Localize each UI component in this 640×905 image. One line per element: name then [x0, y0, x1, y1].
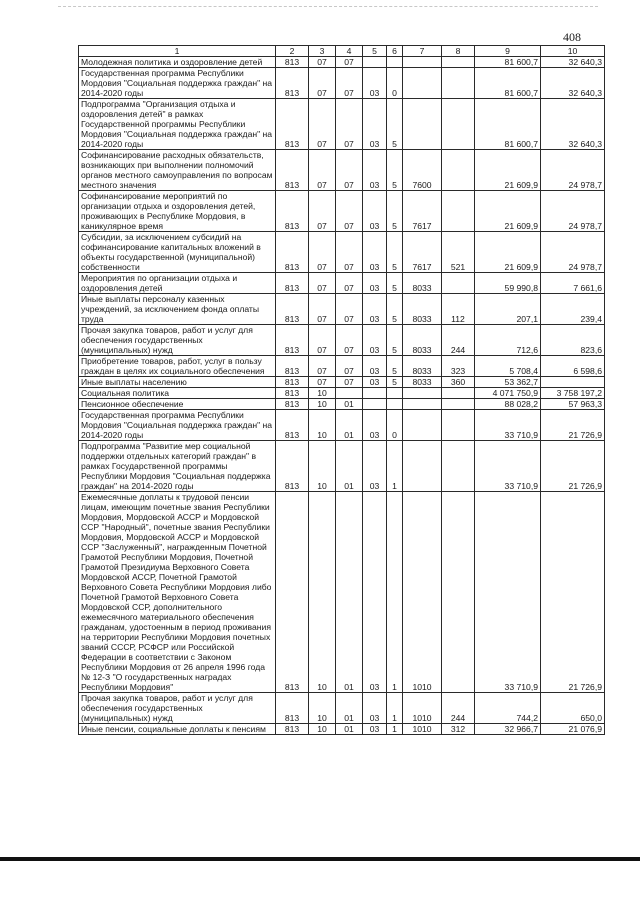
row-cell-c5: 03 — [363, 724, 387, 735]
col-header: 3 — [309, 46, 336, 57]
row-cell-c9: 21 609,9 — [475, 191, 541, 232]
row-cell-c10: 21 076,9 — [541, 724, 605, 735]
row-cell-c10: 21 726,9 — [541, 441, 605, 492]
row-cell-c6: 1 — [387, 492, 403, 693]
table-row — [79, 57, 605, 68]
row-cell-c5: 03 — [363, 232, 387, 273]
row-cell-c4: 01 — [336, 441, 363, 492]
col-header: 2 — [276, 46, 309, 57]
row-cell-c4: 07 — [336, 294, 363, 325]
row-cell-c7: 1010 — [403, 693, 442, 724]
row-cell-c5: 03 — [363, 294, 387, 325]
row-cell-c7: 1010 — [403, 492, 442, 693]
row-cell-c2: 813 — [276, 273, 309, 294]
row-cell-c3: 07 — [309, 294, 336, 325]
row-cell-c10: 21 726,9 — [541, 410, 605, 441]
row-cell-c2: 813 — [276, 492, 309, 693]
row-cell-c3: 10 — [309, 388, 336, 399]
row-name-cell: Подпрограмма "Организация отдыха и оздоровления детей" в рамках Государственной программы Республики Мордовия "Социальная поддержка граждан" на 2014-2020 годы — [79, 99, 276, 150]
budget-table — [78, 45, 605, 735]
row-cell-c2: 813 — [276, 325, 309, 356]
row-cell-c4: 07 — [336, 232, 363, 273]
row-cell-c4: 01 — [336, 724, 363, 735]
row-cell-c2: 813 — [276, 191, 309, 232]
row-cell-c6: 5 — [387, 325, 403, 356]
row-cell-c7 — [403, 57, 442, 68]
row-cell-c8 — [442, 441, 475, 492]
row-cell-c4 — [336, 388, 363, 399]
col-header: 6 — [387, 46, 403, 57]
row-cell-c6: 5 — [387, 232, 403, 273]
row-cell-c3: 10 — [309, 693, 336, 724]
row-cell-c2: 813 — [276, 294, 309, 325]
row-cell-c9: 5 708,4 — [475, 356, 541, 377]
row-cell-c3: 07 — [309, 325, 336, 356]
row-name-cell: Софинансирование расходных обязательств, возникающих при выполнении полномочий органов местного самоуправления по вопросам местного значения — [79, 150, 276, 191]
row-cell-c3: 07 — [309, 150, 336, 191]
row-cell-c5: 03 — [363, 410, 387, 441]
row-cell-c2: 813 — [276, 693, 309, 724]
row-cell-c8 — [442, 68, 475, 99]
row-cell-c3: 07 — [309, 377, 336, 388]
row-cell-c7 — [403, 388, 442, 399]
top-scan-line — [58, 6, 598, 7]
row-cell-c8 — [442, 399, 475, 410]
row-cell-c10: 650,0 — [541, 693, 605, 724]
row-cell-c10: 32 640,3 — [541, 57, 605, 68]
col-header: 4 — [336, 46, 363, 57]
table-row — [79, 294, 605, 325]
row-cell-c5 — [363, 388, 387, 399]
row-cell-c5: 03 — [363, 492, 387, 693]
row-cell-c3: 07 — [309, 68, 336, 99]
row-cell-c8 — [442, 388, 475, 399]
row-cell-c10: 32 640,3 — [541, 99, 605, 150]
row-cell-c10: 24 978,7 — [541, 150, 605, 191]
table-row — [79, 273, 605, 294]
row-cell-c10: 32 640,3 — [541, 68, 605, 99]
row-cell-c7: 8033 — [403, 273, 442, 294]
row-cell-c5: 03 — [363, 273, 387, 294]
row-name-cell: Молодежная политика и оздоровление детей — [79, 57, 276, 68]
col-header: 1 — [79, 46, 276, 57]
row-cell-c7: 7600 — [403, 150, 442, 191]
row-cell-c10: 24 978,7 — [541, 232, 605, 273]
row-cell-c2: 813 — [276, 388, 309, 399]
table-row — [79, 99, 605, 150]
row-cell-c8: 521 — [442, 232, 475, 273]
row-cell-c6: 5 — [387, 191, 403, 232]
row-cell-c6: 5 — [387, 294, 403, 325]
row-cell-c7 — [403, 399, 442, 410]
table-row — [79, 377, 605, 388]
table-row — [79, 441, 605, 492]
row-cell-c3: 07 — [309, 99, 336, 150]
row-cell-c10: 239,4 — [541, 294, 605, 325]
row-cell-c7: 7617 — [403, 232, 442, 273]
row-cell-c8 — [442, 273, 475, 294]
row-cell-c7 — [403, 99, 442, 150]
row-cell-c7 — [403, 441, 442, 492]
row-cell-c7: 8033 — [403, 325, 442, 356]
row-cell-c4: 01 — [336, 399, 363, 410]
row-cell-c7 — [403, 410, 442, 441]
row-cell-c10: 24 978,7 — [541, 191, 605, 232]
row-cell-c5: 03 — [363, 191, 387, 232]
row-cell-c5 — [363, 57, 387, 68]
bottom-scan-bar — [0, 857, 640, 861]
row-cell-c2: 813 — [276, 724, 309, 735]
row-cell-c5: 03 — [363, 150, 387, 191]
row-cell-c4: 07 — [336, 273, 363, 294]
row-cell-c9: 207,1 — [475, 294, 541, 325]
row-name-cell: Иные выплаты персоналу казенных учреждений, за исключением фонда оплаты труда — [79, 294, 276, 325]
row-cell-c2: 813 — [276, 57, 309, 68]
table-row — [79, 68, 605, 99]
row-cell-c9: 712,6 — [475, 325, 541, 356]
row-cell-c6 — [387, 399, 403, 410]
row-cell-c3: 10 — [309, 441, 336, 492]
row-cell-c7 — [403, 68, 442, 99]
row-name-cell: Мероприятия по организации отдыха и оздоровления детей — [79, 273, 276, 294]
row-cell-c4: 07 — [336, 356, 363, 377]
row-cell-c6: 5 — [387, 150, 403, 191]
col-header: 8 — [442, 46, 475, 57]
row-cell-c3: 07 — [309, 57, 336, 68]
row-cell-c8 — [442, 150, 475, 191]
row-cell-c2: 813 — [276, 377, 309, 388]
row-name-cell: Социальная политика — [79, 388, 276, 399]
row-name-cell: Подпрограмма "Развитие мер социальной поддержки отдельных категорий граждан" в рамках Государственной программы Республики Мордовия "Социальная поддержка граждан" на 2014-2020 годы — [79, 441, 276, 492]
row-cell-c6: 1 — [387, 693, 403, 724]
row-cell-c8 — [442, 492, 475, 693]
row-cell-c10: 6 598,6 — [541, 356, 605, 377]
row-cell-c9: 53 362,7 — [475, 377, 541, 388]
row-cell-c10: 57 963,3 — [541, 399, 605, 410]
row-cell-c9: 33 710,9 — [475, 441, 541, 492]
row-cell-c5: 03 — [363, 441, 387, 492]
table-row — [79, 399, 605, 410]
row-cell-c3: 10 — [309, 410, 336, 441]
row-cell-c9: 81 600,7 — [475, 57, 541, 68]
row-cell-c2: 813 — [276, 99, 309, 150]
row-cell-c10: 3 758 197,2 — [541, 388, 605, 399]
col-header: 7 — [403, 46, 442, 57]
row-cell-c7: 8033 — [403, 356, 442, 377]
row-cell-c9: 744,2 — [475, 693, 541, 724]
row-cell-c6: 5 — [387, 99, 403, 150]
table-row — [79, 325, 605, 356]
row-cell-c2: 813 — [276, 68, 309, 99]
row-cell-c9: 21 609,9 — [475, 232, 541, 273]
row-cell-c5 — [363, 399, 387, 410]
row-cell-c8: 312 — [442, 724, 475, 735]
row-cell-c9: 33 710,9 — [475, 492, 541, 693]
row-name-cell: Прочая закупка товаров, работ и услуг для обеспечения государственных (муниципальных) нужд — [79, 693, 276, 724]
row-cell-c6: 0 — [387, 410, 403, 441]
row-name-cell: Государственная программа Республики Мордовия "Социальная поддержка граждан" на 2014-2020 годы — [79, 410, 276, 441]
row-name-cell: Пенсионное обеспечение — [79, 399, 276, 410]
col-header: 5 — [363, 46, 387, 57]
row-cell-c6 — [387, 388, 403, 399]
row-cell-c5: 03 — [363, 99, 387, 150]
row-cell-c10: 21 726,9 — [541, 492, 605, 693]
table-row — [79, 388, 605, 399]
row-cell-c8: 244 — [442, 325, 475, 356]
row-cell-c9: 32 966,7 — [475, 724, 541, 735]
row-name-cell: Государственная программа Республики Мордовия "Социальная поддержка граждан" на 2014-2020 годы — [79, 68, 276, 99]
row-cell-c8: 360 — [442, 377, 475, 388]
row-cell-c5: 03 — [363, 693, 387, 724]
row-cell-c9: 33 710,9 — [475, 410, 541, 441]
row-cell-c4: 07 — [336, 57, 363, 68]
row-cell-c4: 01 — [336, 410, 363, 441]
row-cell-c4: 07 — [336, 191, 363, 232]
col-header: 9 — [475, 46, 541, 57]
row-cell-c2: 813 — [276, 441, 309, 492]
row-cell-c10: 823,6 — [541, 325, 605, 356]
row-cell-c4: 07 — [336, 99, 363, 150]
row-cell-c8: 323 — [442, 356, 475, 377]
row-cell-c9: 4 071 750,9 — [475, 388, 541, 399]
row-name-cell: Иные выплаты населению — [79, 377, 276, 388]
row-cell-c2: 813 — [276, 232, 309, 273]
row-cell-c10 — [541, 377, 605, 388]
row-cell-c7: 1010 — [403, 724, 442, 735]
row-cell-c6: 5 — [387, 356, 403, 377]
row-cell-c7: 7617 — [403, 191, 442, 232]
row-cell-c3: 07 — [309, 273, 336, 294]
row-name-cell: Приобретение товаров, работ, услуг в пользу граждан в целях их социального обеспечения — [79, 356, 276, 377]
row-cell-c6: 1 — [387, 441, 403, 492]
table-row — [79, 232, 605, 273]
row-name-cell: Ежемесячные доплаты к трудовой пенсии лицам, имеющим почетные звания Республики Мордовия, Мордовской АССР и Мордовской ССР "Народный", почетные звания Республики Мордовия, Мордовской АССР и Мордовской ССР "Заслуженный", награжденным Почетной Грамотой Республики Мордовия, Почетной Грамотой Президиума Верховного Совета Мордовской АССР, Почетной Грамотой Верховного Совета Республики Мордовия либо Почетной Грамотой Верховного Совета Мордовской ССР, дополнительного ежемесячного материального обеспечения гражданам, удостоенным в период проживания на территории Республики Мордовия почетных званий СССР, РСФСР или Российской Федерации в соответствии с Законом Республики Мордовия от 26 апреля 1996 года № 12-З "О государственных наградах Республики Мордовия" — [79, 492, 276, 693]
row-cell-c6: 5 — [387, 273, 403, 294]
row-cell-c9: 59 990,8 — [475, 273, 541, 294]
row-cell-c8: 112 — [442, 294, 475, 325]
table-row — [79, 356, 605, 377]
table-row — [79, 724, 605, 735]
row-cell-c8 — [442, 57, 475, 68]
row-cell-c9: 81 600,7 — [475, 99, 541, 150]
row-cell-c2: 813 — [276, 410, 309, 441]
row-cell-c4: 07 — [336, 150, 363, 191]
row-cell-c3: 07 — [309, 191, 336, 232]
row-cell-c10: 7 661,6 — [541, 273, 605, 294]
row-cell-c8 — [442, 191, 475, 232]
row-cell-c8: 244 — [442, 693, 475, 724]
row-cell-c3: 10 — [309, 399, 336, 410]
row-cell-c9: 81 600,7 — [475, 68, 541, 99]
row-cell-c8 — [442, 410, 475, 441]
page-number: 408 — [563, 30, 581, 44]
row-name-cell: Иные пенсии, социальные доплаты к пенсиям — [79, 724, 276, 735]
row-cell-c4: 07 — [336, 325, 363, 356]
row-cell-c3: 10 — [309, 492, 336, 693]
row-cell-c5: 03 — [363, 68, 387, 99]
row-cell-c2: 813 — [276, 356, 309, 377]
row-name-cell: Прочая закупка товаров, работ и услуг для обеспечения государственных (муниципальных) нужд — [79, 325, 276, 356]
header-row — [79, 46, 605, 57]
row-name-cell: Субсидии, за исключением субсидий на софинансирование капитальных вложений в объекты государственной (муниципальной) собственности — [79, 232, 276, 273]
col-header: 10 — [541, 46, 605, 57]
row-cell-c8 — [442, 99, 475, 150]
row-cell-c4: 01 — [336, 492, 363, 693]
row-cell-c6: 0 — [387, 68, 403, 99]
row-cell-c5: 03 — [363, 377, 387, 388]
table-row — [79, 410, 605, 441]
row-cell-c4: 07 — [336, 377, 363, 388]
row-cell-c3: 07 — [309, 356, 336, 377]
row-cell-c7: 8033 — [403, 294, 442, 325]
table-row — [79, 693, 605, 724]
table-row — [79, 492, 605, 693]
row-cell-c5: 03 — [363, 325, 387, 356]
table-row — [79, 150, 605, 191]
row-cell-c6: 5 — [387, 377, 403, 388]
row-cell-c5: 03 — [363, 356, 387, 377]
table-row — [79, 191, 605, 232]
row-cell-c9: 21 609,9 — [475, 150, 541, 191]
row-cell-c6: 1 — [387, 724, 403, 735]
row-cell-c2: 813 — [276, 150, 309, 191]
row-cell-c6 — [387, 57, 403, 68]
row-cell-c9: 88 028,2 — [475, 399, 541, 410]
row-cell-c2: 813 — [276, 399, 309, 410]
row-cell-c3: 07 — [309, 232, 336, 273]
row-cell-c4: 07 — [336, 68, 363, 99]
row-cell-c4: 01 — [336, 693, 363, 724]
row-name-cell: Софинансирование мероприятий по организации отдыха и оздоровления детей, проживающих в Республике Мордовия, в каникулярное время — [79, 191, 276, 232]
row-cell-c3: 10 — [309, 724, 336, 735]
row-cell-c7: 8033 — [403, 377, 442, 388]
